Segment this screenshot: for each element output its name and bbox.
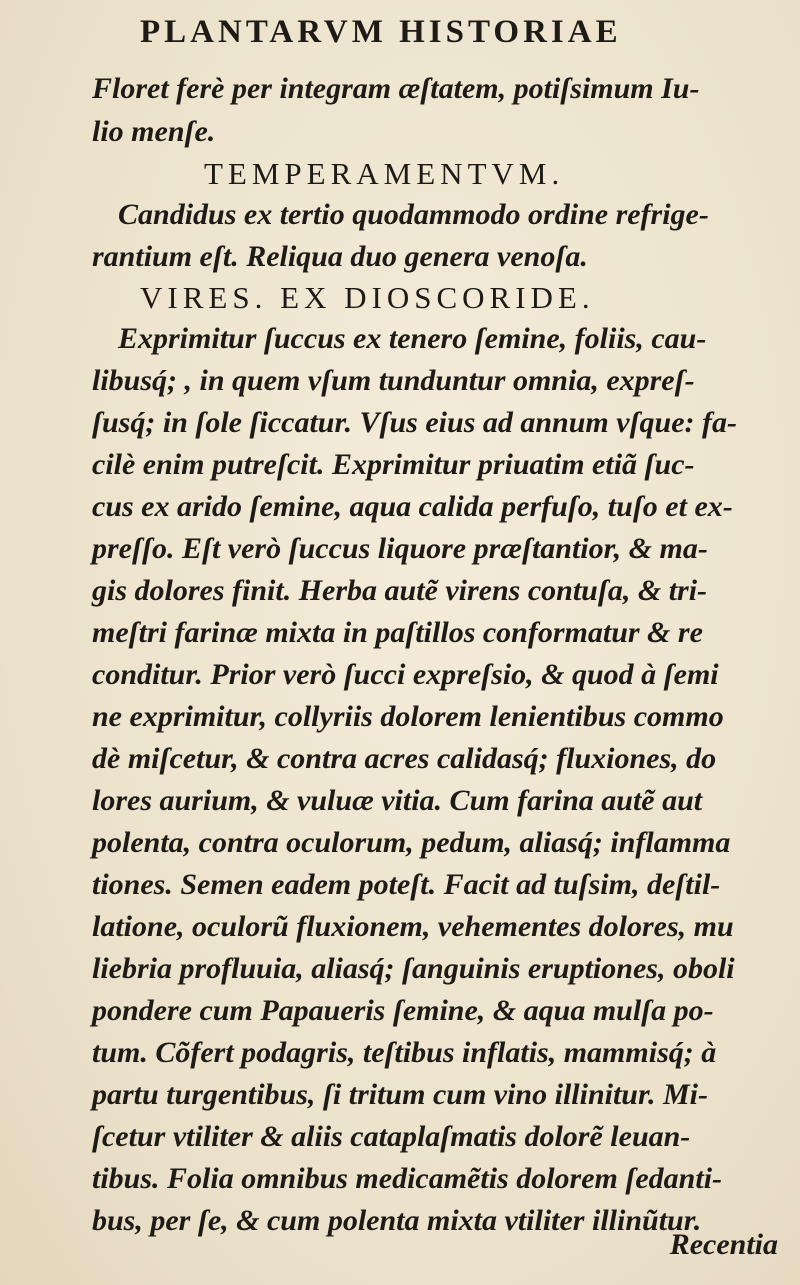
catchword: Recentia [669, 1228, 778, 1261]
text-line: partu turgentibus, ſi tritum cum vino illinitur. Mi- [92, 1078, 709, 1111]
running-head: PLANTARVM HISTORIAE [140, 14, 622, 50]
section-heading-vires: VIRES. EX DIOSCORIDE. [140, 280, 595, 315]
text-line: ne exprimitur, collyriis dolorem lenientibus commo [92, 700, 724, 733]
text-line: libusq́; , in quem vſum tunduntur omnia, expreſ- [92, 364, 695, 397]
text-line: ſcetur vtiliter & aliis cataplaſmatis dolorẽ leuan- [92, 1120, 691, 1153]
text-line: Floret ferè per integram æſtatem, potiſsimum Iu- [92, 72, 700, 105]
text-line: latione, oculorũ fluxionem, vehementes dolores, mu [92, 910, 734, 943]
text-line: rantium eſt. Reliqua duo genera venoſa. [92, 240, 588, 273]
text-line: polenta, contra oculorum, pedum, aliasq́; inflamma [92, 826, 731, 859]
text-line: bus, per ſe, & cum polenta mixta vtiliter illinũtur. [92, 1204, 702, 1237]
text-line: conditur. Prior verò ſucci expreſsio, & quod à ſemi [92, 658, 719, 691]
text-line: pondere cum Papaueris ſemine, & aqua mulſa po- [92, 994, 714, 1027]
text-line: dè miſcetur, & contra acres calidasq́; fluxiones, do [92, 742, 717, 775]
text-line: Candidus ex tertio quodammodo ordine refrige- [118, 198, 709, 231]
text-line: gis dolores finit. Herba autẽ virens contuſa, & tri- [92, 574, 708, 607]
section-heading-temperamentum: TEMPERAMENTVM. [204, 156, 565, 191]
text-line: meſtri farinæ mixta in paſtillos conformatur & re [92, 616, 703, 649]
text-line: cilè enim putreſcit. Exprimitur priuatim etiã ſuc- [92, 448, 695, 481]
text-line: lores aurium, & vuluæ vitia. Cum farina autẽ aut [92, 784, 703, 817]
text-line: ſusq́; in ſole ſiccatur. Vſus eius ad annum vſque: fa- [92, 406, 738, 439]
text-line: tum. Cõfert podagris, teſtibus inflatis, mammisq́; à [92, 1036, 717, 1069]
text-line: liebria profluuia, aliasq́; ſanguinis eruptiones, oboli [92, 952, 735, 985]
text-line: tibus. Folia omnibus medicamẽtis dolorem ſedanti- [92, 1162, 723, 1195]
text-line: Exprimitur ſuccus ex tenero ſemine, foliis, cau- [118, 322, 707, 355]
text-line: preſſo. Eſt verò ſuccus liquore præſtantior, & ma- [92, 532, 708, 565]
text-line: cus ex arido ſemine, aqua calida perfuſo, tuſo et ex- [92, 490, 733, 523]
text-line: lio menſe. [92, 115, 216, 148]
text-line: tiones. Semen eadem poteſt. Facit ad tuſsim, deſtil- [92, 868, 721, 901]
